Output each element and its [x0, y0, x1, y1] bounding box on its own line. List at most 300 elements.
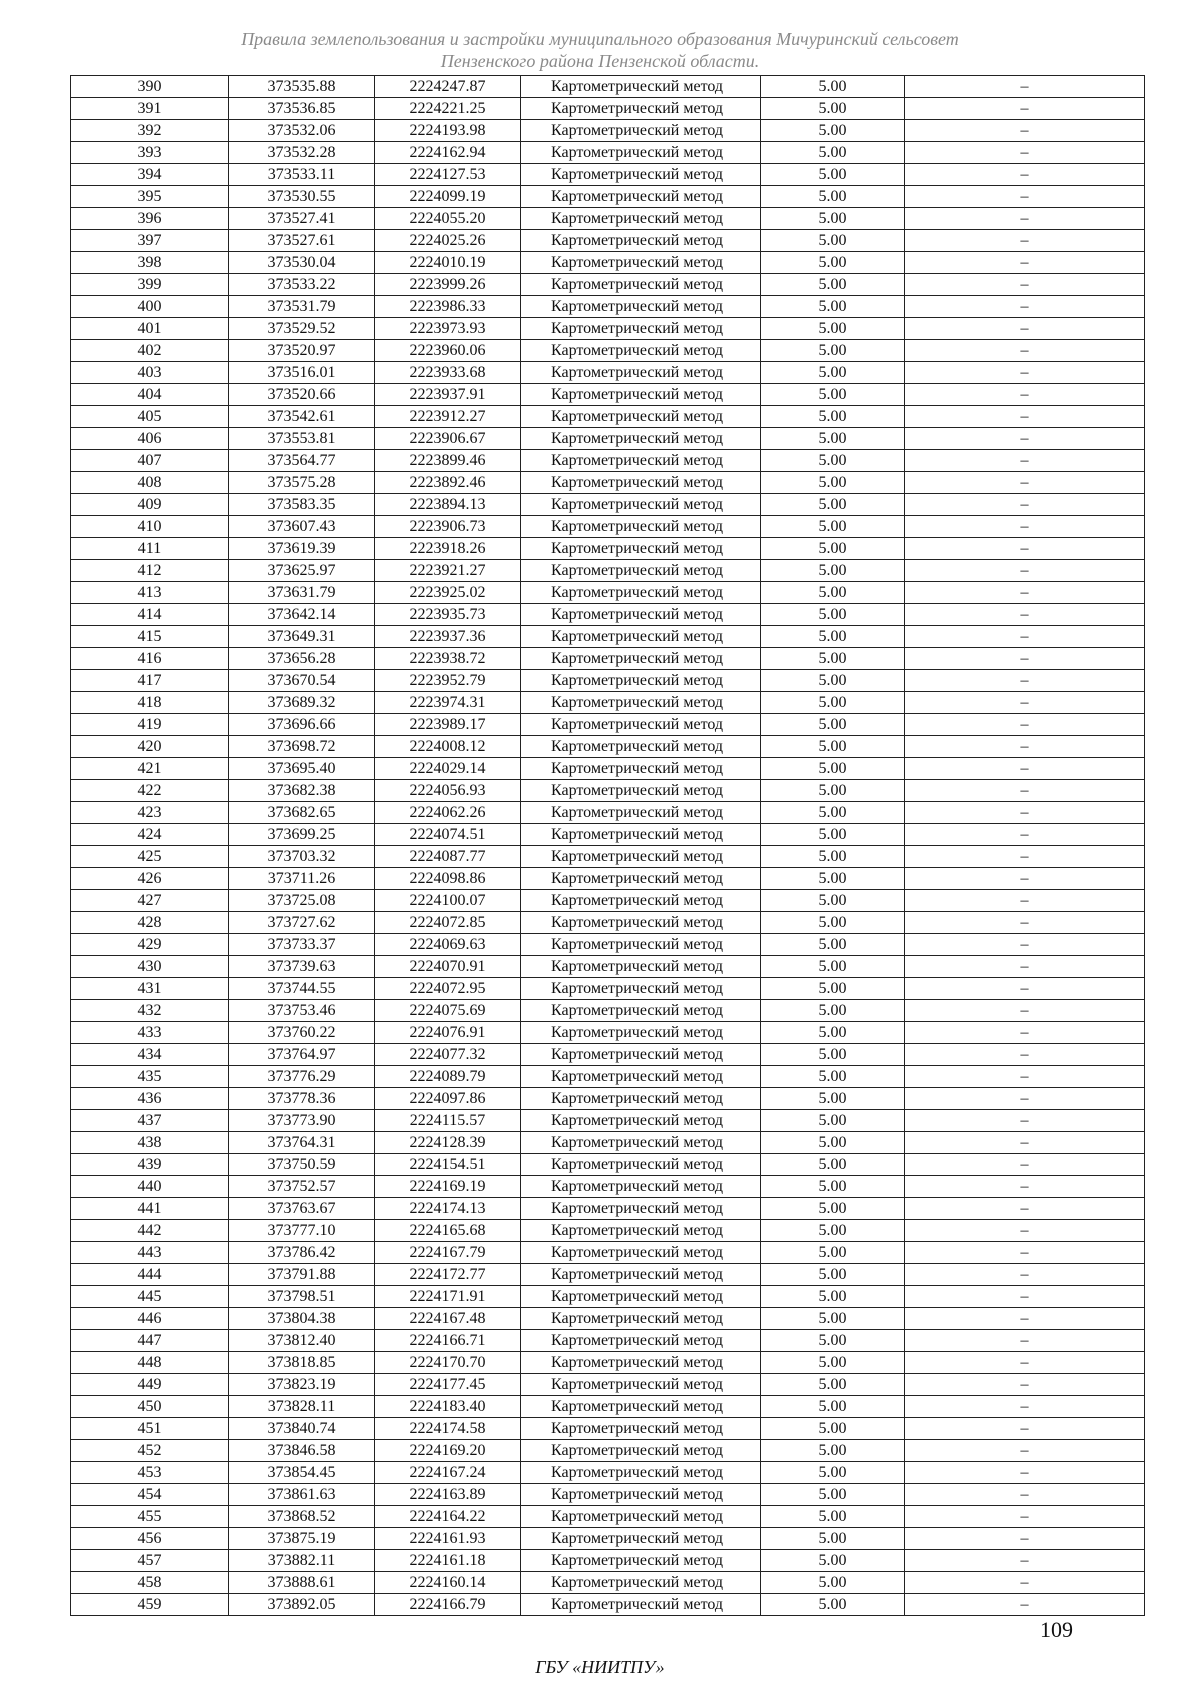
- x-coordinate-cell: 373791.88: [229, 1264, 375, 1286]
- table-row: [71, 1198, 1145, 1220]
- method-cell: Картометрический метод: [521, 670, 761, 692]
- x-coordinate-cell: 373752.57: [229, 1176, 375, 1198]
- y-coordinate-cell: 2224167.48: [375, 1308, 521, 1330]
- y-coordinate-cell: 2224100.07: [375, 890, 521, 912]
- method-cell: Картометрический метод: [521, 538, 761, 560]
- method-cell: Картометрический метод: [521, 780, 761, 802]
- point-number-cell: 437: [71, 1110, 229, 1132]
- table-row: [71, 846, 1145, 868]
- method-cell: Картометрический метод: [521, 384, 761, 406]
- note-cell: –: [905, 516, 1145, 538]
- note-cell: –: [905, 1550, 1145, 1572]
- point-number-cell: 406: [71, 428, 229, 450]
- accuracy-cell: 5.00: [761, 780, 905, 802]
- note-cell: –: [905, 736, 1145, 758]
- table-row: [71, 318, 1145, 340]
- x-coordinate-cell: 373527.41: [229, 208, 375, 230]
- header-line-1: Правила землепользования и застройки муниципального образования Мичуринский сельсовет: [241, 29, 959, 49]
- y-coordinate-cell: 2224099.19: [375, 186, 521, 208]
- x-coordinate-cell: 373777.10: [229, 1220, 375, 1242]
- accuracy-cell: 5.00: [761, 1352, 905, 1374]
- table-row: [71, 406, 1145, 428]
- table-row: [71, 1440, 1145, 1462]
- method-cell: Картометрический метод: [521, 1506, 761, 1528]
- table-row: [71, 956, 1145, 978]
- accuracy-cell: 5.00: [761, 362, 905, 384]
- note-cell: –: [905, 956, 1145, 978]
- point-number-cell: 430: [71, 956, 229, 978]
- note-cell: –: [905, 1066, 1145, 1088]
- note-cell: –: [905, 1594, 1145, 1616]
- y-coordinate-cell: 2224087.77: [375, 846, 521, 868]
- note-cell: –: [905, 890, 1145, 912]
- method-cell: Картометрический метод: [521, 714, 761, 736]
- table-row: [71, 560, 1145, 582]
- table-row: [71, 1044, 1145, 1066]
- method-cell: Картометрический метод: [521, 736, 761, 758]
- point-number-cell: 419: [71, 714, 229, 736]
- y-coordinate-cell: 2224166.71: [375, 1330, 521, 1352]
- table-row: [71, 1066, 1145, 1088]
- header-line-2: Пензенского района Пензенской области.: [440, 51, 760, 71]
- x-coordinate-cell: 373642.14: [229, 604, 375, 626]
- method-cell: Картометрический метод: [521, 1528, 761, 1550]
- x-coordinate-cell: 373875.19: [229, 1528, 375, 1550]
- x-coordinate-cell: 373739.63: [229, 956, 375, 978]
- table-row: [71, 98, 1145, 120]
- accuracy-cell: 5.00: [761, 1176, 905, 1198]
- x-coordinate-cell: 373760.22: [229, 1022, 375, 1044]
- accuracy-cell: 5.00: [761, 494, 905, 516]
- x-coordinate-cell: 373725.08: [229, 890, 375, 912]
- y-coordinate-cell: 2224077.32: [375, 1044, 521, 1066]
- table-row: [71, 714, 1145, 736]
- note-cell: –: [905, 1044, 1145, 1066]
- x-coordinate-cell: 373520.97: [229, 340, 375, 362]
- y-coordinate-cell: 2224089.79: [375, 1066, 521, 1088]
- y-coordinate-cell: 2224165.68: [375, 1220, 521, 1242]
- point-number-cell: 447: [71, 1330, 229, 1352]
- table-row: [71, 472, 1145, 494]
- method-cell: Картометрический метод: [521, 318, 761, 340]
- method-cell: Картометрический метод: [521, 824, 761, 846]
- accuracy-cell: 5.00: [761, 98, 905, 120]
- note-cell: –: [905, 274, 1145, 296]
- note-cell: –: [905, 1154, 1145, 1176]
- table-row: [71, 1506, 1145, 1528]
- accuracy-cell: 5.00: [761, 142, 905, 164]
- point-number-cell: 415: [71, 626, 229, 648]
- x-coordinate-cell: 373682.65: [229, 802, 375, 824]
- y-coordinate-cell: 2224062.26: [375, 802, 521, 824]
- note-cell: –: [905, 1462, 1145, 1484]
- accuracy-cell: 5.00: [761, 1154, 905, 1176]
- note-cell: –: [905, 1220, 1145, 1242]
- table-row: [71, 274, 1145, 296]
- y-coordinate-cell: 2224075.69: [375, 1000, 521, 1022]
- table-row: [71, 1242, 1145, 1264]
- table-row: [71, 912, 1145, 934]
- point-number-cell: 408: [71, 472, 229, 494]
- note-cell: –: [905, 1506, 1145, 1528]
- method-cell: Картометрический метод: [521, 1352, 761, 1374]
- method-cell: Картометрический метод: [521, 1154, 761, 1176]
- point-number-cell: 424: [71, 824, 229, 846]
- note-cell: –: [905, 1000, 1145, 1022]
- point-number-cell: 455: [71, 1506, 229, 1528]
- note-cell: –: [905, 164, 1145, 186]
- note-cell: –: [905, 692, 1145, 714]
- accuracy-cell: 5.00: [761, 560, 905, 582]
- note-cell: –: [905, 1440, 1145, 1462]
- accuracy-cell: 5.00: [761, 692, 905, 714]
- point-number-cell: 399: [71, 274, 229, 296]
- y-coordinate-cell: 2224160.14: [375, 1572, 521, 1594]
- method-cell: Картометрический метод: [521, 230, 761, 252]
- accuracy-cell: 5.00: [761, 384, 905, 406]
- note-cell: –: [905, 384, 1145, 406]
- point-number-cell: 404: [71, 384, 229, 406]
- x-coordinate-cell: 373823.19: [229, 1374, 375, 1396]
- method-cell: Картометрический метод: [521, 1286, 761, 1308]
- method-cell: Картометрический метод: [521, 648, 761, 670]
- point-number-cell: 418: [71, 692, 229, 714]
- method-cell: Картометрический метод: [521, 164, 761, 186]
- x-coordinate-cell: 373882.11: [229, 1550, 375, 1572]
- accuracy-cell: 5.00: [761, 274, 905, 296]
- table-row: [71, 802, 1145, 824]
- note-cell: –: [905, 1374, 1145, 1396]
- note-cell: –: [905, 494, 1145, 516]
- y-coordinate-cell: 2224167.24: [375, 1462, 521, 1484]
- table-row: [71, 252, 1145, 274]
- note-cell: –: [905, 450, 1145, 472]
- y-coordinate-cell: 2223899.46: [375, 450, 521, 472]
- method-cell: Картометрический метод: [521, 978, 761, 1000]
- point-number-cell: 403: [71, 362, 229, 384]
- point-number-cell: 431: [71, 978, 229, 1000]
- table-row: [71, 758, 1145, 780]
- accuracy-cell: 5.00: [761, 978, 905, 1000]
- point-number-cell: 448: [71, 1352, 229, 1374]
- table-row: [71, 1484, 1145, 1506]
- method-cell: Картометрический метод: [521, 1264, 761, 1286]
- y-coordinate-cell: 2224076.91: [375, 1022, 521, 1044]
- note-cell: –: [905, 758, 1145, 780]
- table-row: [71, 1110, 1145, 1132]
- y-coordinate-cell: 2224072.85: [375, 912, 521, 934]
- x-coordinate-cell: 373699.25: [229, 824, 375, 846]
- accuracy-cell: 5.00: [761, 1418, 905, 1440]
- point-number-cell: 445: [71, 1286, 229, 1308]
- point-number-cell: 393: [71, 142, 229, 164]
- x-coordinate-cell: 373695.40: [229, 758, 375, 780]
- point-number-cell: 410: [71, 516, 229, 538]
- table-row: [71, 868, 1145, 890]
- point-number-cell: 409: [71, 494, 229, 516]
- accuracy-cell: 5.00: [761, 120, 905, 142]
- note-cell: –: [905, 252, 1145, 274]
- point-number-cell: 402: [71, 340, 229, 362]
- method-cell: Картометрический метод: [521, 1440, 761, 1462]
- accuracy-cell: 5.00: [761, 582, 905, 604]
- y-coordinate-cell: 2223986.33: [375, 296, 521, 318]
- note-cell: –: [905, 362, 1145, 384]
- y-coordinate-cell: 2224172.77: [375, 1264, 521, 1286]
- x-coordinate-cell: 373786.42: [229, 1242, 375, 1264]
- y-coordinate-cell: 2224010.19: [375, 252, 521, 274]
- note-cell: –: [905, 1528, 1145, 1550]
- point-number-cell: 433: [71, 1022, 229, 1044]
- table-row: [71, 1528, 1145, 1550]
- method-cell: Картометрический метод: [521, 1110, 761, 1132]
- x-coordinate-cell: 373533.11: [229, 164, 375, 186]
- x-coordinate-cell: 373711.26: [229, 868, 375, 890]
- method-cell: Картометрический метод: [521, 1088, 761, 1110]
- note-cell: –: [905, 428, 1145, 450]
- method-cell: Картометрический метод: [521, 494, 761, 516]
- accuracy-cell: 5.00: [761, 1308, 905, 1330]
- x-coordinate-cell: 373892.05: [229, 1594, 375, 1616]
- y-coordinate-cell: 2223989.17: [375, 714, 521, 736]
- x-coordinate-cell: 373750.59: [229, 1154, 375, 1176]
- point-number-cell: 394: [71, 164, 229, 186]
- y-coordinate-cell: 2223937.91: [375, 384, 521, 406]
- method-cell: Картометрический метод: [521, 1374, 761, 1396]
- page-header: [0, 28, 1200, 72]
- method-cell: Картометрический метод: [521, 1066, 761, 1088]
- accuracy-cell: 5.00: [761, 824, 905, 846]
- table-row: [71, 1264, 1145, 1286]
- note-cell: –: [905, 186, 1145, 208]
- method-cell: Картометрический метод: [521, 1572, 761, 1594]
- method-cell: Картометрический метод: [521, 472, 761, 494]
- x-coordinate-cell: 373818.85: [229, 1352, 375, 1374]
- accuracy-cell: 5.00: [761, 714, 905, 736]
- accuracy-cell: 5.00: [761, 1396, 905, 1418]
- table-row: [71, 1132, 1145, 1154]
- accuracy-cell: 5.00: [761, 912, 905, 934]
- x-coordinate-cell: 373804.38: [229, 1308, 375, 1330]
- method-cell: Картометрический метод: [521, 76, 761, 98]
- method-cell: Картометрический метод: [521, 1396, 761, 1418]
- accuracy-cell: 5.00: [761, 1198, 905, 1220]
- point-number-cell: 458: [71, 1572, 229, 1594]
- point-number-cell: 411: [71, 538, 229, 560]
- note-cell: –: [905, 472, 1145, 494]
- y-coordinate-cell: 2223973.93: [375, 318, 521, 340]
- x-coordinate-cell: 373778.36: [229, 1088, 375, 1110]
- point-number-cell: 397: [71, 230, 229, 252]
- y-coordinate-cell: 2224161.93: [375, 1528, 521, 1550]
- x-coordinate-cell: 373670.54: [229, 670, 375, 692]
- point-number-cell: 459: [71, 1594, 229, 1616]
- y-coordinate-cell: 2223906.73: [375, 516, 521, 538]
- point-number-cell: 425: [71, 846, 229, 868]
- note-cell: –: [905, 406, 1145, 428]
- note-cell: –: [905, 582, 1145, 604]
- point-number-cell: 451: [71, 1418, 229, 1440]
- x-coordinate-cell: 373888.61: [229, 1572, 375, 1594]
- y-coordinate-cell: 2223894.13: [375, 494, 521, 516]
- table-row: [71, 340, 1145, 362]
- note-cell: –: [905, 538, 1145, 560]
- method-cell: Картометрический метод: [521, 1132, 761, 1154]
- x-coordinate-cell: 373553.81: [229, 428, 375, 450]
- y-coordinate-cell: 2224128.39: [375, 1132, 521, 1154]
- table-row: [71, 604, 1145, 626]
- x-coordinate-cell: 373533.22: [229, 274, 375, 296]
- point-number-cell: 442: [71, 1220, 229, 1242]
- method-cell: Картометрический метод: [521, 890, 761, 912]
- table-row: [71, 1330, 1145, 1352]
- x-coordinate-cell: 373753.46: [229, 1000, 375, 1022]
- coordinates-table-body: [71, 76, 1145, 1616]
- accuracy-cell: 5.00: [761, 1286, 905, 1308]
- accuracy-cell: 5.00: [761, 1132, 905, 1154]
- x-coordinate-cell: 373773.90: [229, 1110, 375, 1132]
- note-cell: –: [905, 1572, 1145, 1594]
- x-coordinate-cell: 373868.52: [229, 1506, 375, 1528]
- note-cell: –: [905, 1418, 1145, 1440]
- method-cell: Картометрический метод: [521, 582, 761, 604]
- point-number-cell: 396: [71, 208, 229, 230]
- table-row: [71, 692, 1145, 714]
- method-cell: Картометрический метод: [521, 1000, 761, 1022]
- note-cell: –: [905, 560, 1145, 582]
- table-row: [71, 1352, 1145, 1374]
- note-cell: –: [905, 142, 1145, 164]
- method-cell: Картометрический метод: [521, 98, 761, 120]
- note-cell: –: [905, 846, 1145, 868]
- y-coordinate-cell: 2224167.79: [375, 1242, 521, 1264]
- page-footer: ГБУ «НИИТПУ»: [535, 1657, 665, 1677]
- y-coordinate-cell: 2224055.20: [375, 208, 521, 230]
- point-number-cell: 400: [71, 296, 229, 318]
- accuracy-cell: 5.00: [761, 802, 905, 824]
- method-cell: Картометрический метод: [521, 1550, 761, 1572]
- x-coordinate-cell: 373530.04: [229, 252, 375, 274]
- point-number-cell: 446: [71, 1308, 229, 1330]
- x-coordinate-cell: 373530.55: [229, 186, 375, 208]
- table-row: [71, 1396, 1145, 1418]
- y-coordinate-cell: 2223974.31: [375, 692, 521, 714]
- x-coordinate-cell: 373763.67: [229, 1198, 375, 1220]
- method-cell: Картометрический метод: [521, 758, 761, 780]
- point-number-cell: 452: [71, 1440, 229, 1462]
- point-number-cell: 438: [71, 1132, 229, 1154]
- accuracy-cell: 5.00: [761, 1572, 905, 1594]
- y-coordinate-cell: 2224074.51: [375, 824, 521, 846]
- method-cell: Картометрический метод: [521, 406, 761, 428]
- note-cell: –: [905, 868, 1145, 890]
- y-coordinate-cell: 2224169.19: [375, 1176, 521, 1198]
- point-number-cell: 391: [71, 98, 229, 120]
- accuracy-cell: 5.00: [761, 318, 905, 340]
- x-coordinate-cell: 373607.43: [229, 516, 375, 538]
- table-row: [71, 538, 1145, 560]
- accuracy-cell: 5.00: [761, 1044, 905, 1066]
- y-coordinate-cell: 2224072.95: [375, 978, 521, 1000]
- note-cell: –: [905, 1308, 1145, 1330]
- x-coordinate-cell: 373535.88: [229, 76, 375, 98]
- method-cell: Картометрический метод: [521, 956, 761, 978]
- point-number-cell: 420: [71, 736, 229, 758]
- point-number-cell: 443: [71, 1242, 229, 1264]
- note-cell: –: [905, 76, 1145, 98]
- x-coordinate-cell: 373798.51: [229, 1286, 375, 1308]
- accuracy-cell: 5.00: [761, 758, 905, 780]
- method-cell: Картометрический метод: [521, 560, 761, 582]
- point-number-cell: 392: [71, 120, 229, 142]
- y-coordinate-cell: 2224154.51: [375, 1154, 521, 1176]
- table-row: [71, 76, 1145, 98]
- note-cell: –: [905, 120, 1145, 142]
- table-row: [71, 450, 1145, 472]
- table-row: [71, 230, 1145, 252]
- accuracy-cell: 5.00: [761, 846, 905, 868]
- table-row: [71, 626, 1145, 648]
- note-cell: –: [905, 318, 1145, 340]
- x-coordinate-cell: 373542.61: [229, 406, 375, 428]
- accuracy-cell: 5.00: [761, 670, 905, 692]
- point-number-cell: 422: [71, 780, 229, 802]
- point-number-cell: 407: [71, 450, 229, 472]
- x-coordinate-cell: 373846.58: [229, 1440, 375, 1462]
- point-number-cell: 405: [71, 406, 229, 428]
- accuracy-cell: 5.00: [761, 230, 905, 252]
- y-coordinate-cell: 2223938.72: [375, 648, 521, 670]
- y-coordinate-cell: 2224164.22: [375, 1506, 521, 1528]
- point-number-cell: 414: [71, 604, 229, 626]
- y-coordinate-cell: 2224115.57: [375, 1110, 521, 1132]
- table-row: [71, 186, 1145, 208]
- table-row: [71, 1176, 1145, 1198]
- y-coordinate-cell: 2223937.36: [375, 626, 521, 648]
- x-coordinate-cell: 373764.31: [229, 1132, 375, 1154]
- table-row: [71, 1418, 1145, 1440]
- y-coordinate-cell: 2224069.63: [375, 934, 521, 956]
- method-cell: Картометрический метод: [521, 208, 761, 230]
- accuracy-cell: 5.00: [761, 890, 905, 912]
- method-cell: Картометрический метод: [521, 428, 761, 450]
- note-cell: –: [905, 1242, 1145, 1264]
- point-number-cell: 429: [71, 934, 229, 956]
- accuracy-cell: 5.00: [761, 296, 905, 318]
- accuracy-cell: 5.00: [761, 1374, 905, 1396]
- accuracy-cell: 5.00: [761, 186, 905, 208]
- note-cell: –: [905, 1264, 1145, 1286]
- x-coordinate-cell: 373532.06: [229, 120, 375, 142]
- x-coordinate-cell: 373861.63: [229, 1484, 375, 1506]
- y-coordinate-cell: 2224097.86: [375, 1088, 521, 1110]
- y-coordinate-cell: 2223906.67: [375, 428, 521, 450]
- table-row: [71, 428, 1145, 450]
- coordinates-table: [70, 75, 1145, 1616]
- accuracy-cell: 5.00: [761, 1594, 905, 1616]
- point-number-cell: 449: [71, 1374, 229, 1396]
- accuracy-cell: 5.00: [761, 450, 905, 472]
- y-coordinate-cell: 2223999.26: [375, 274, 521, 296]
- accuracy-cell: 5.00: [761, 1550, 905, 1572]
- x-coordinate-cell: 373776.29: [229, 1066, 375, 1088]
- y-coordinate-cell: 2224163.89: [375, 1484, 521, 1506]
- x-coordinate-cell: 373812.40: [229, 1330, 375, 1352]
- method-cell: Картометрический метод: [521, 1220, 761, 1242]
- method-cell: Картометрический метод: [521, 1462, 761, 1484]
- y-coordinate-cell: 2224161.18: [375, 1550, 521, 1572]
- note-cell: –: [905, 934, 1145, 956]
